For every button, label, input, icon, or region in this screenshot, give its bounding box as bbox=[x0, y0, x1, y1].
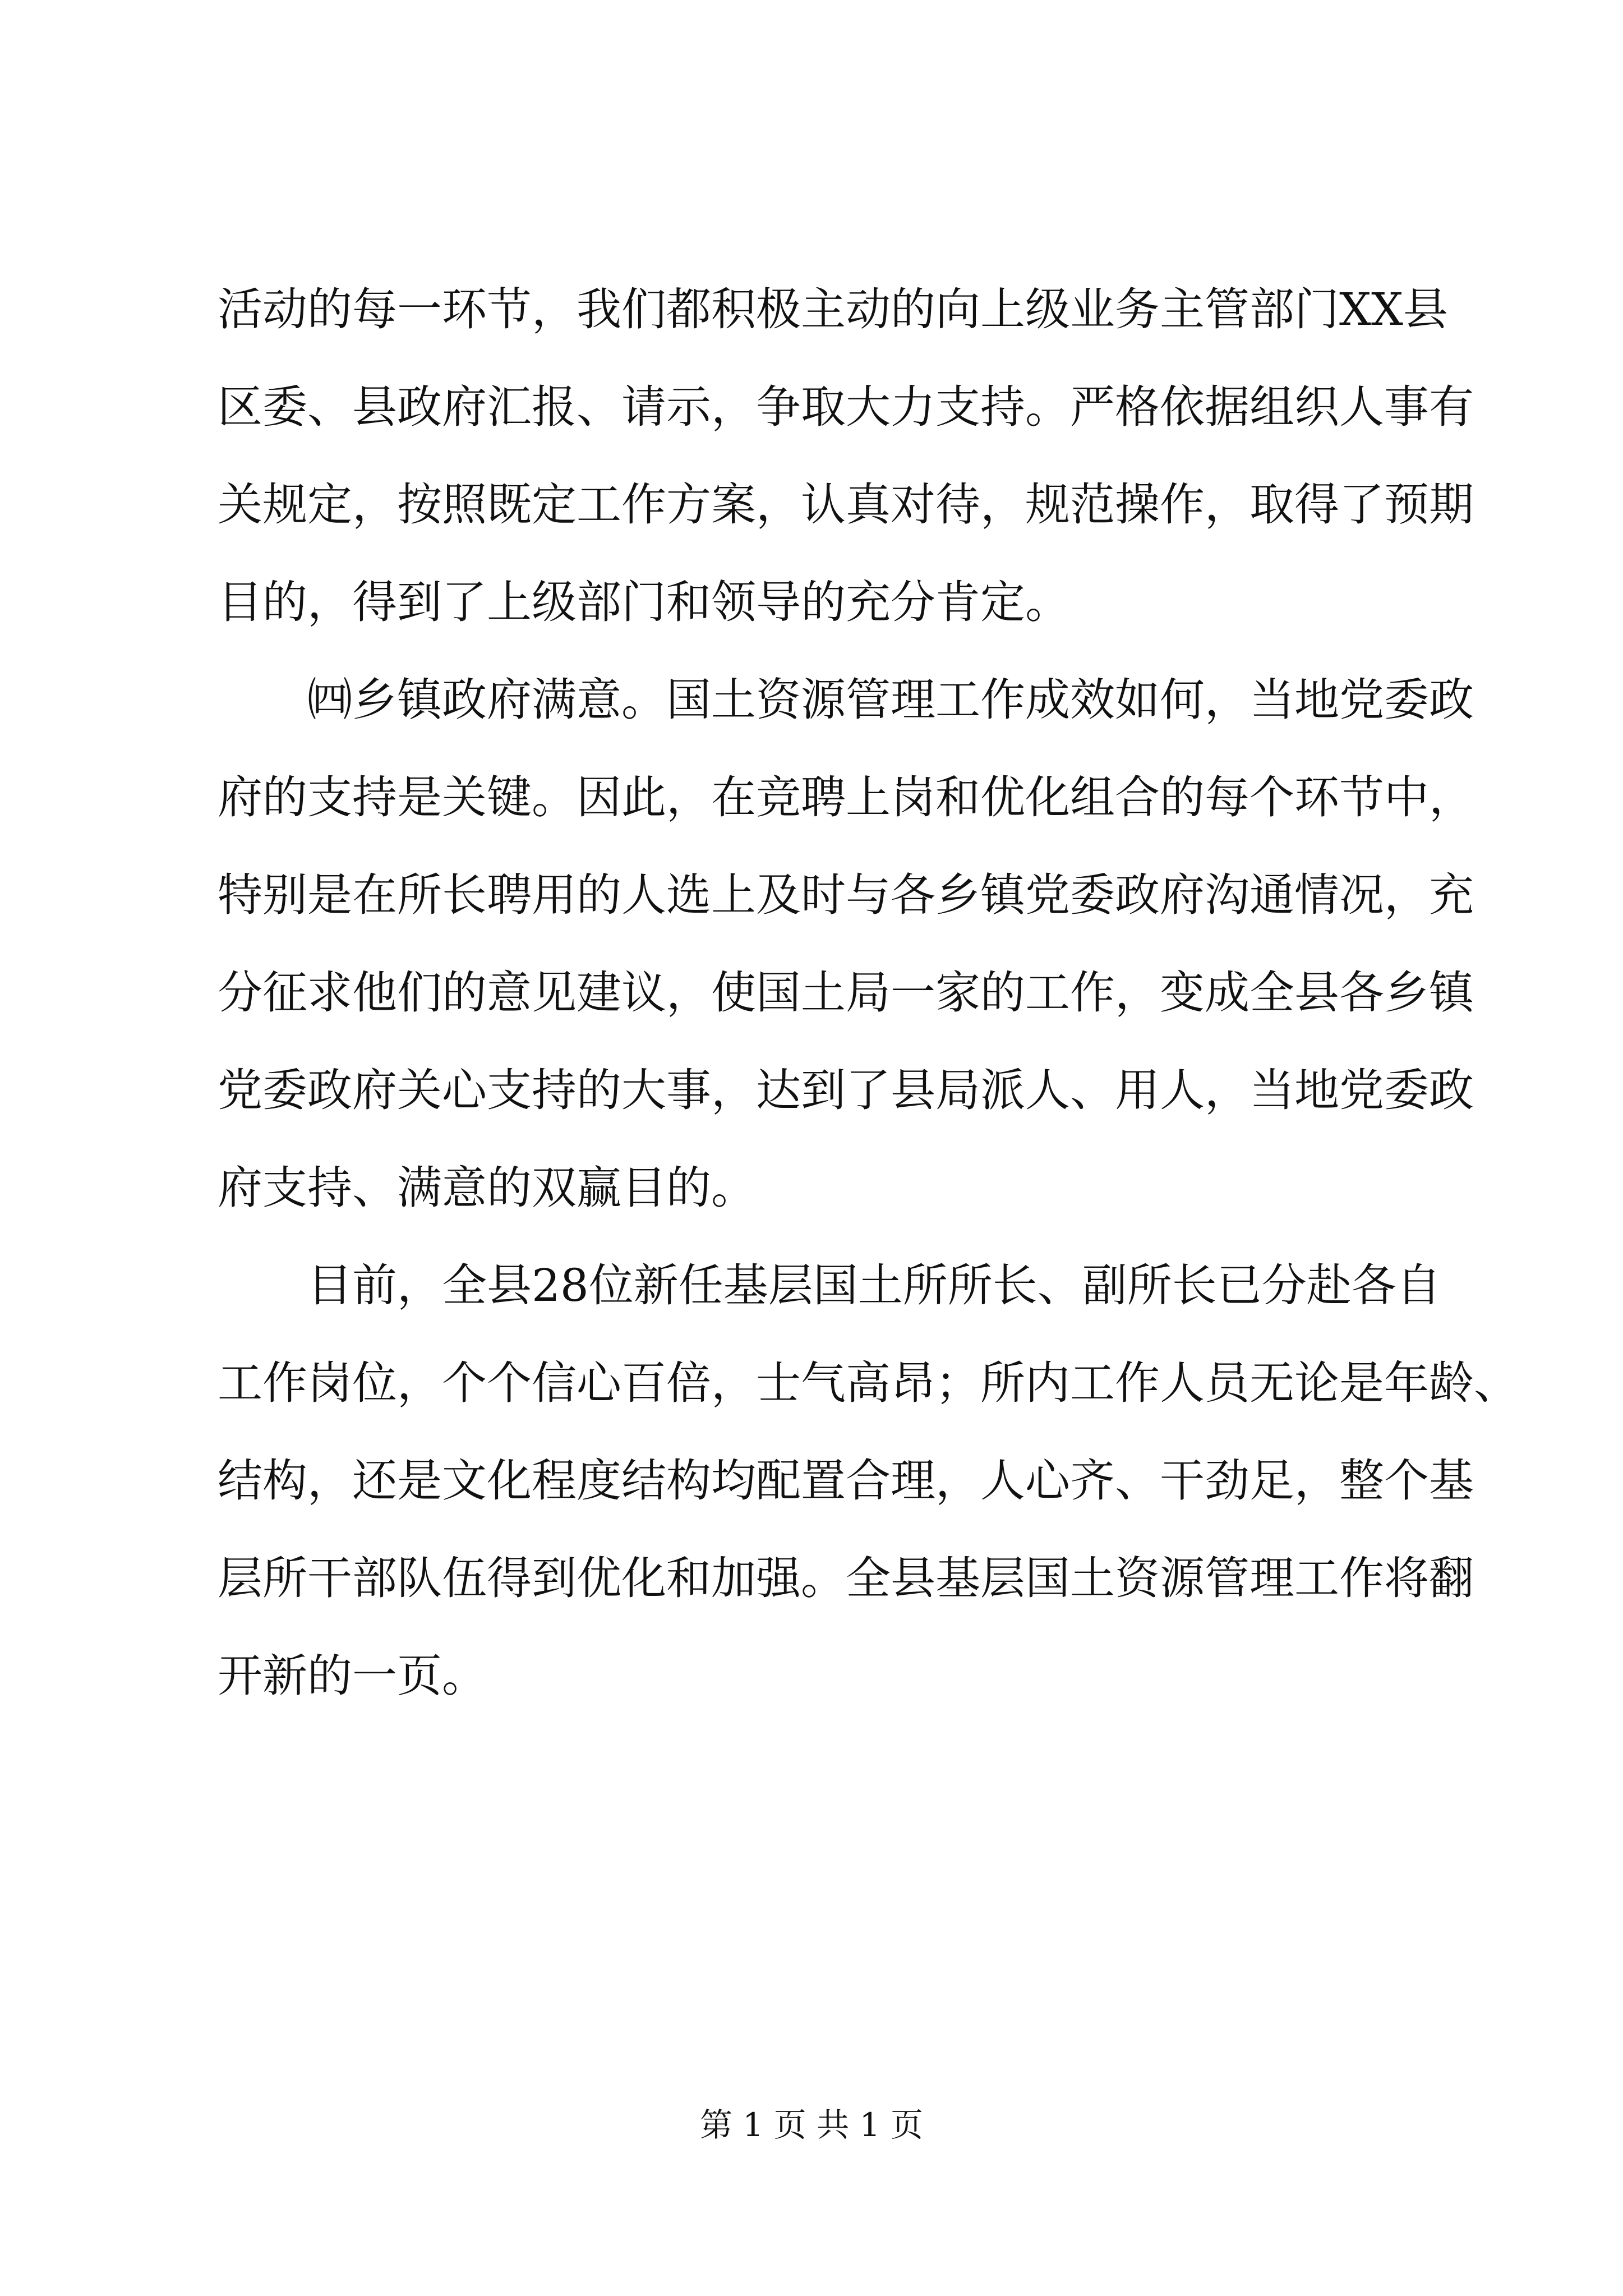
text-line: 分征求他们的意见建议，使国土局一家的工作，变成全县各乡镇 bbox=[218, 967, 1474, 1019]
text-line: 层所干部队伍得到优化和加强。全县基层国土资源管理工作将翻 bbox=[218, 1552, 1474, 1604]
text-line: 关规定，按照既定工作方案，认真对待，规范操作，取得了预期 bbox=[218, 478, 1474, 531]
text-line: 府的支持是关键。因此，在竞聘上岗和优化组合的每个环节中， bbox=[218, 771, 1474, 823]
text-line: 开新的一页。 bbox=[218, 1650, 487, 1702]
text-line: 目的，得到了上级部门和领导的充分肯定。 bbox=[218, 576, 1070, 628]
text-line: 府支持、满意的双赢目的。 bbox=[218, 1162, 756, 1214]
text-line: 活动的每一环节，我们都积极主动的向上级业务主管部门XX县 bbox=[218, 283, 1448, 335]
paragraph-first-line: 目前，全县28位新任基层国土所所长、副所长已分赴各自 bbox=[307, 1259, 1441, 1312]
text-line: 工作岗位，个个信心百倍，士气高昂；所内工作人员无论是年龄、 bbox=[218, 1357, 1519, 1409]
text-line: 区委、县政府汇报、请示，争取大力支持。严格依据组织人事有 bbox=[218, 381, 1474, 433]
text-line: 结构，还是文化程度结构均配置合理，人心齐、干劲足，整个基 bbox=[218, 1455, 1474, 1507]
page-footer: 第 1 页 共 1 页 bbox=[700, 2106, 923, 2144]
document-body bbox=[218, 261, 1519, 1725]
text-line: 党委政府关心支持的大事，达到了县局派人、用人，当地党委政 bbox=[218, 1064, 1474, 1116]
text-line: 特别是在所长聘用的人选上及时与各乡镇党委政府沟通情况，充 bbox=[218, 869, 1474, 921]
paragraph-first-line: ㈣乡镇政府满意。国土资源管理工作成效如何，当地党委政 bbox=[307, 674, 1474, 726]
